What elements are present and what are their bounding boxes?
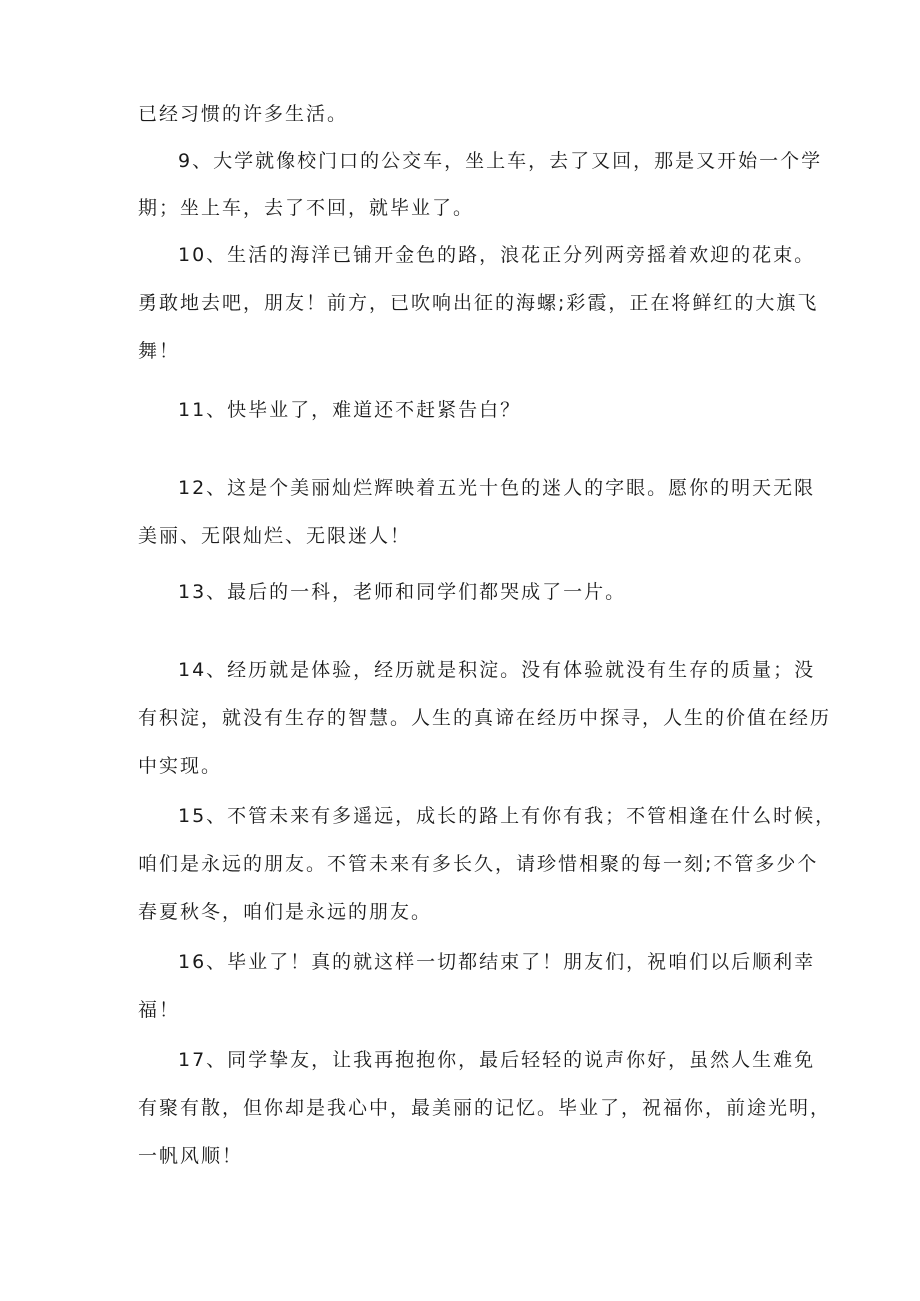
paragraph-10-line-1: 10、生活的海洋已铺开金色的路，浪花正分列两旁摇着欢迎的花束。 — [178, 244, 816, 266]
paragraph-14-line-1: 14、经历就是体验，经历就是积淀。没有体验就没有生存的质量；没 — [178, 659, 816, 681]
paragraph-17-line-2: 有聚有散，但你却是我心中，最美丽的记忆。毕业了，祝福你，前途光明， — [138, 1097, 832, 1119]
paragraph-15-line-1: 15、不管未来有多遥远，成长的路上有你有我；不管相逢在什么时候， — [178, 805, 837, 827]
paragraph-17-line-1: 17、同学挚友，让我再抱抱你，最后轻轻的说声你好，虽然人生难免 — [178, 1049, 816, 1071]
paragraph-10-line-2: 勇敢地去吧，朋友！前方，已吹响出征的海螺;彩霞，正在将鲜红的大旗飞 — [138, 292, 819, 314]
paragraph-12-line-2: 美丽、无限灿烂、无限迷人！ — [138, 525, 412, 547]
paragraph-12-line-1: 12、这是个美丽灿烂辉映着五光十色的迷人的字眼。愿你的明天无限 — [178, 477, 816, 499]
paragraph-11-line-1: 11、快毕业了，难道还不赶紧告白？ — [178, 399, 522, 421]
paragraph-14-line-3: 中实现。 — [138, 755, 223, 777]
paragraph-16-line-2: 福！ — [138, 999, 181, 1021]
paragraph-9-line-1: 9、大学就像校门口的公交车，坐上车，去了又回，那是又开始一个学 — [178, 150, 823, 172]
paragraph-8-line-1: 已经习惯的许多生活。 — [138, 103, 349, 125]
paragraph-9-line-2: 期；坐上车，去了不回，就毕业了。 — [138, 197, 475, 219]
paragraph-15-line-2: 咱们是永远的朋友。不管未来有多长久，请珍惜相聚的每一刻;不管多少个 — [138, 853, 819, 875]
paragraph-17-line-3: 一帆风顺！ — [138, 1145, 244, 1167]
paragraph-10-line-3: 舞！ — [138, 340, 181, 362]
paragraph-13-line-1: 13、最后的一科，老师和同学们都哭成了一片。 — [178, 581, 627, 603]
paragraph-14-line-2: 有积淀，就没有生存的智慧。人生的真谛在经历中探寻，人生的价值在经历 — [138, 707, 832, 729]
paragraph-15-line-3: 春夏秋冬，咱们是永远的朋友。 — [138, 901, 433, 923]
paragraph-16-line-1: 16、毕业了！真的就这样一切都结束了！朋友们，祝咱们以后顺利幸 — [178, 951, 816, 973]
